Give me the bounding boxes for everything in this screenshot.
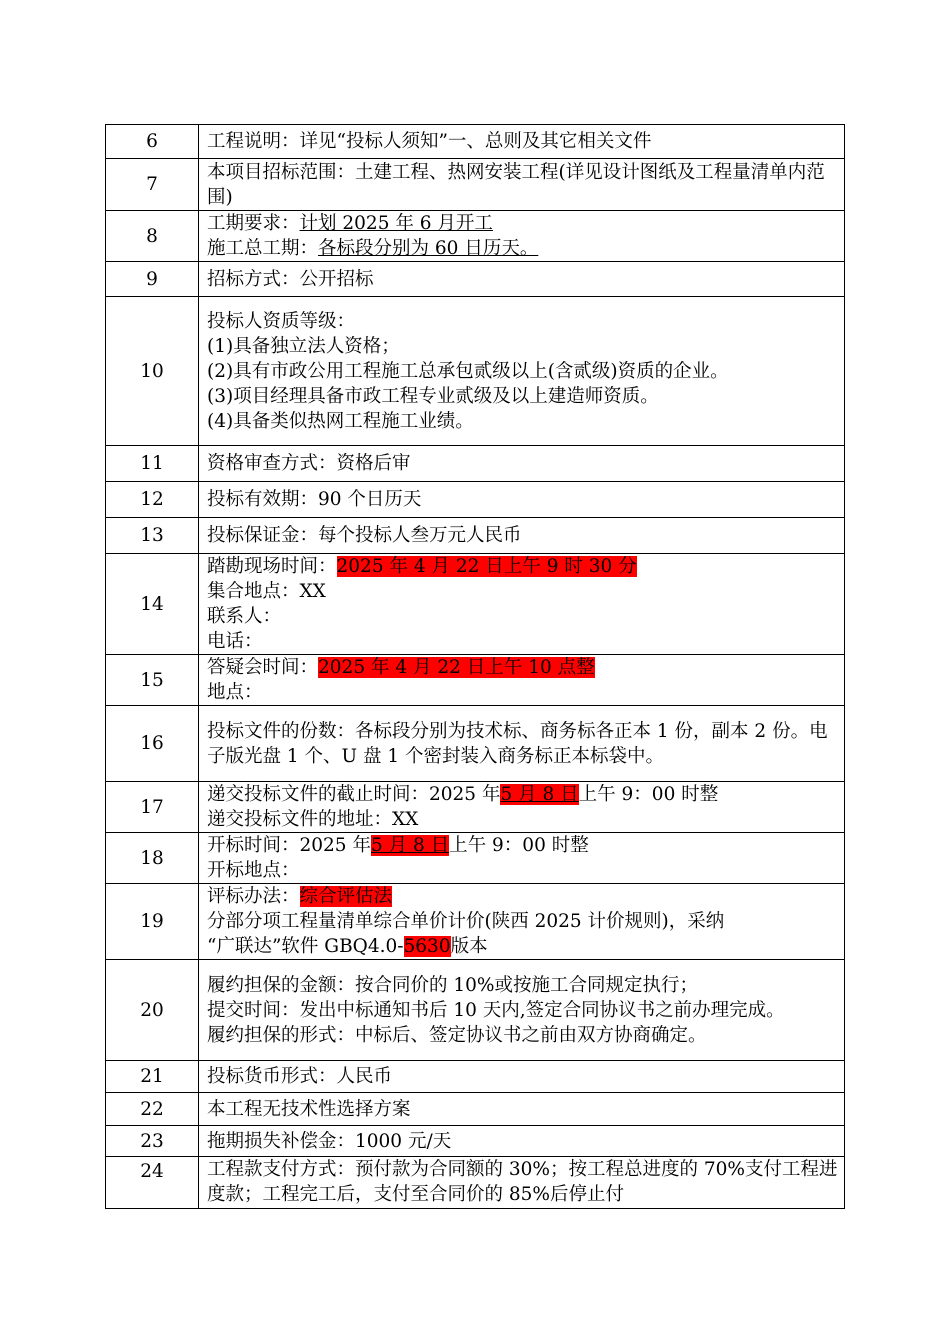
row-number: 10	[106, 297, 199, 446]
row-content: 投标货币形式：人民币	[199, 1061, 845, 1093]
highlighted-date: 2025 年 4 月 22 日上午 10 点整	[318, 657, 595, 678]
row-number: 21	[106, 1061, 199, 1093]
row-content: 投标保证金：每个投标人叁万元人民币	[199, 518, 845, 554]
row-number: 11	[106, 446, 199, 482]
row-content: 踏勘现场时间：2025 年 4 月 22 日上午 9 时 30 分 集合地点：XX 联系人： 电话：	[199, 554, 845, 655]
row-content: 本工程无技术性选择方案	[199, 1093, 845, 1126]
row-number: 20	[106, 960, 199, 1061]
row-content: 递交投标文件的截止时间：2025 年5 月 8 日上午 9：00 时整 递交投标文件的地址：XX	[199, 782, 845, 833]
highlighted-date: 5 月 8 日	[370, 835, 450, 856]
table-row	[106, 518, 845, 554]
table-row	[106, 782, 845, 833]
table-row	[106, 554, 845, 655]
row-content: 开标时间：2025 年5 月 8 日上午 9：00 时整 开标地点：	[199, 833, 845, 884]
row-number: 23	[106, 1126, 199, 1157]
table-row	[106, 1061, 845, 1093]
row-content: 履约担保的金额：按合同价的 10%或按施工合同规定执行； 提交时间：发出中标通知书后 10 天内,签定合同协议书之前办理完成。 履约担保的形式：中标后、签定协议书之前由双方协商确定。	[199, 960, 845, 1061]
row-number: 12	[106, 482, 199, 518]
row-number: 8	[106, 211, 199, 262]
table-row	[106, 211, 845, 262]
row-content: 拖期损失补偿金：1000 元/天	[199, 1126, 845, 1157]
row-content: 投标文件的份数：各标段分别为技术标、商务标各正本 1 份，副本 2 份。电子版光盘 1 个、U 盘 1 个密封装入商务标正本标袋中。	[199, 706, 845, 782]
row-content: 答疑会时间：2025 年 4 月 22 日上午 10 点整 地点：	[199, 655, 845, 706]
row-number: 9	[106, 262, 199, 297]
table-row	[106, 655, 845, 706]
row-content: 资格审查方式：资格后审	[199, 446, 845, 482]
highlighted-version: 5630	[403, 936, 451, 957]
highlighted-date: 5 月 8 日	[500, 784, 579, 805]
row-number: 14	[106, 554, 199, 655]
row-content: 本项目招标范围：土建工程、热网安装工程(详见设计图纸及工程量清单内范围)	[199, 159, 845, 211]
table-row	[106, 706, 845, 782]
row-number: 7	[106, 159, 199, 211]
row-number: 16	[106, 706, 199, 782]
row-number: 13	[106, 518, 199, 554]
row-number: 24	[106, 1157, 199, 1209]
row-number: 6	[106, 125, 199, 159]
row-content: 工期要求：计划 2025 年 6 月开工 施工总工期：各标段分别为 60 日历天。	[199, 211, 845, 262]
row-content: 招标方式：公开招标	[199, 262, 845, 297]
table-row	[106, 1093, 845, 1126]
table-row	[106, 482, 845, 518]
bid-info-table	[105, 124, 845, 1209]
table-row	[106, 884, 845, 960]
row-number: 17	[106, 782, 199, 833]
table-row	[106, 960, 845, 1061]
table-row	[106, 1126, 845, 1157]
table-row	[106, 159, 845, 211]
highlighted-method: 综合评估法	[299, 886, 393, 907]
row-content: 工程款支付方式：预付款为合同额的 30%；按工程总进度的 70%支付工程进度款；工程完工后，支付至合同价的 85%后停止付	[199, 1157, 845, 1209]
table-row	[106, 833, 845, 884]
row-number: 22	[106, 1093, 199, 1126]
row-number: 19	[106, 884, 199, 960]
highlighted-date: 2025 年 4 月 22 日上午 9 时 30 分	[336, 556, 637, 577]
row-number: 18	[106, 833, 199, 884]
table-row	[106, 125, 845, 159]
table-row	[106, 1157, 845, 1209]
row-content: 投标人资质等级： (1)具备独立法人资格； (2)具有市政公用工程施工总承包贰级以上(含贰级)资质的企业。 (3)项目经理具备市政工程专业贰级及以上建造师资质。 (4)具备类似热网工程施工业绩。	[199, 297, 845, 446]
row-number: 15	[106, 655, 199, 706]
table-row	[106, 297, 845, 446]
table-row	[106, 446, 845, 482]
table-row	[106, 262, 845, 297]
row-content: 评标办法：综合评估法 分部分项工程量清单综合单价计价(陕西 2025 计价规则)，采纳 “广联达”软件 GBQ4.0-5630版本	[199, 884, 845, 960]
row-content: 投标有效期：90 个日历天	[199, 482, 845, 518]
row-content: 工程说明：详见“投标人须知”一、总则及其它相关文件	[199, 125, 845, 159]
